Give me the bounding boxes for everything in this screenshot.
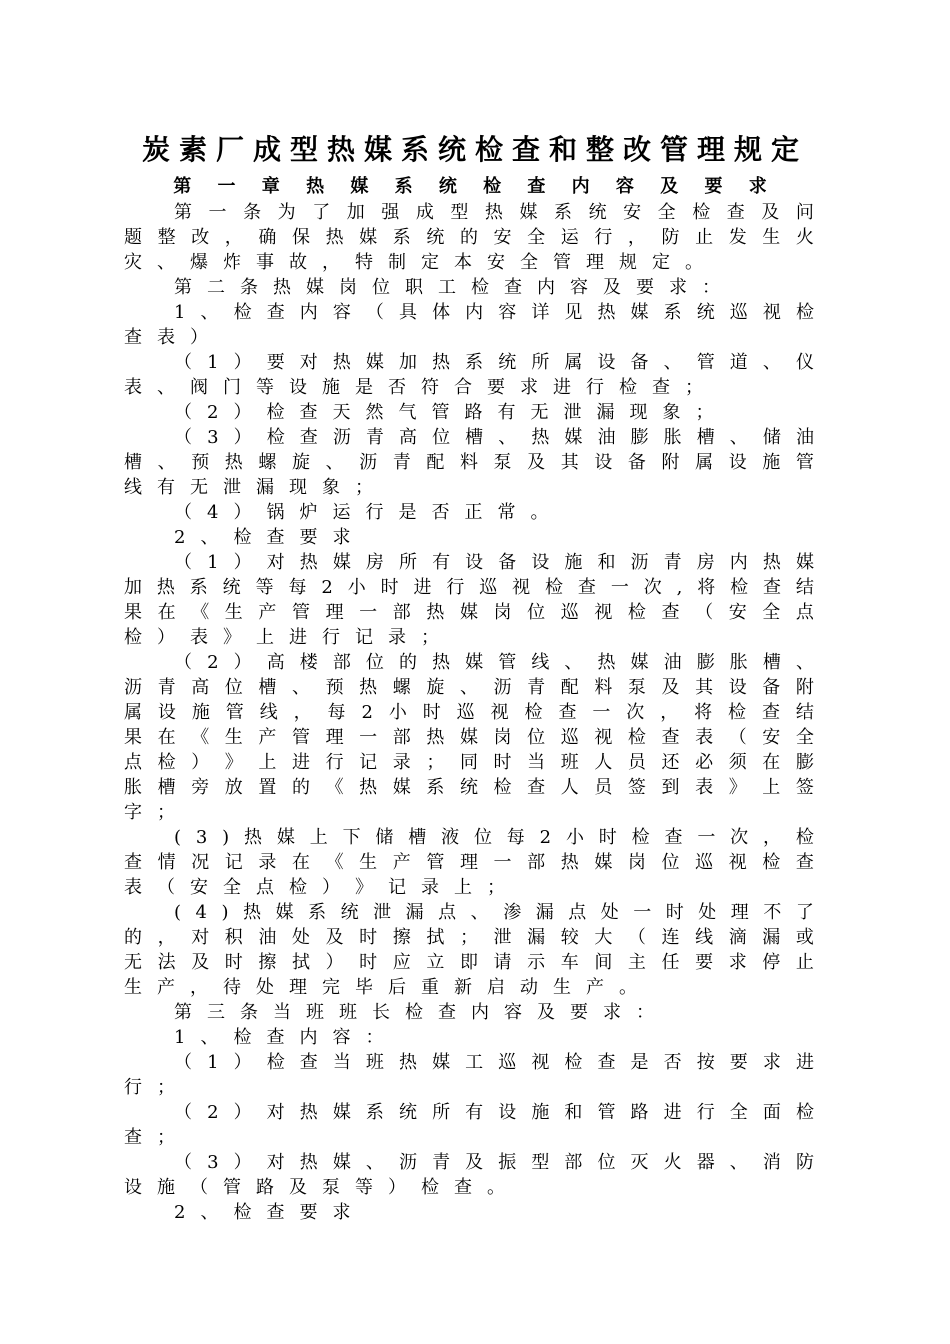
body-line: 行 ； bbox=[124, 1077, 175, 1098]
body-line: 第 三 条 当 班 班 长 检 查 内 容 及 要 求 ： bbox=[174, 1002, 654, 1023]
body-line: 属 设 施 管 线 ， 每 2 小 时 巡 视 检 查 一 次 ， 将 检 查 结 bbox=[124, 702, 814, 723]
body-line: 果 在 《 生 产 管 理 一 部 热 媒 岗 位 巡 视 检 查 （ 安 全 点 bbox=[124, 602, 814, 623]
body-line: 1 、 检 查 内 容 （ 具 体 内 容 详 见 热 媒 系 统 巡 视 检 bbox=[174, 302, 814, 323]
body-line: 第 二 条 热 媒 岗 位 职 工 检 查 内 容 及 要 求 ： bbox=[174, 277, 720, 298]
body-line: （ 4 ） 锅 炉 运 行 是 否 正 常 。 bbox=[174, 502, 549, 523]
body-line: 沥 青 高 位 槽 、 预 热 螺 旋 、 沥 青 配 料 泵 及 其 设 备 附 bbox=[124, 677, 814, 698]
body-line: 1 、 检 查 内 容 ： bbox=[174, 1027, 384, 1048]
body-line: 字 ； bbox=[124, 802, 175, 823]
body-line: 无 法 及 时 擦 拭 ） 时 应 立 即 请 示 车 间 主 任 要 求 停 止 bbox=[124, 952, 814, 973]
body-line: （ 1 ） 检 查 当 班 热 媒 工 巡 视 检 查 是 否 按 要 求 进 bbox=[174, 1052, 814, 1073]
body-line: （ 2 ） 检 查 天 然 气 管 路 有 无 泄 漏 现 象 ； bbox=[174, 402, 714, 423]
body-line: 查 表 ） bbox=[124, 327, 208, 348]
document-title: 炭素厂成型热媒系统检查和整改管理规定 bbox=[141, 133, 808, 166]
body-line: 查 情 况 记 录 在 《 生 产 管 理 一 部 热 媒 岗 位 巡 视 检 查 bbox=[124, 852, 814, 873]
body-line: 灾 、 爆 炸 事 故 ， 特 制 定 本 安 全 管 理 规 定 。 bbox=[124, 252, 703, 273]
body-line: （ 3 ） 检 查 沥 青 高 位 槽 、 热 媒 油 膨 胀 槽 、 储 油 bbox=[174, 427, 814, 448]
body-line: 点 检 ） 》 上 进 行 记 录 ； 同 时 当 班 人 员 还 必 须 在 膨 bbox=[124, 752, 814, 773]
body-line: （ 2 ） 对 热 媒 系 统 所 有 设 施 和 管 路 进 行 全 面 检 bbox=[174, 1102, 814, 1123]
body-line: 2 、 检 查 要 求 bbox=[174, 1202, 351, 1223]
chapter-heading: 第 一 章 热 媒 系 统 检 查 内 容 及 要 求 bbox=[173, 176, 777, 197]
body-line: 第 一 条 为 了 加 强 成 型 热 媒 系 统 安 全 检 查 及 问 bbox=[174, 202, 814, 223]
body-line: （ 3 ） 对 热 媒 、 沥 青 及 振 型 部 位 灭 火 器 、 消 防 bbox=[174, 1152, 814, 1173]
body-line: 的 ， 对 积 油 处 及 时 擦 拭 ； 泄 漏 较 大 （ 连 线 滴 漏 或 bbox=[124, 927, 814, 948]
body-line: 槽 、 预 热 螺 旋 、 沥 青 配 料 泵 及 其 设 备 附 属 设 施 管 bbox=[124, 452, 814, 473]
body-line: 检 ） 表 》 上 进 行 记 录 ； bbox=[124, 627, 439, 648]
body-line: 表 、 阀 门 等 设 施 是 否 符 合 要 求 进 行 检 查 ； bbox=[124, 377, 703, 398]
body-line: 生 产 ， 待 处 理 完 毕 后 重 新 启 动 生 产 。 bbox=[124, 977, 637, 998]
body-line: ( 3 ) 热 媒 上 下 储 槽 液 位 每 2 小 时 检 查 一 次 ， 检 bbox=[174, 827, 814, 848]
document-body bbox=[124, 200, 814, 1225]
body-line: 线 有 无 泄 漏 现 象 ； bbox=[124, 477, 373, 498]
body-line: （ 2 ） 高 楼 部 位 的 热 媒 管 线 、 热 媒 油 膨 胀 槽 、 bbox=[174, 652, 814, 673]
body-line: 设 施 （ 管 路 及 泵 等 ） 检 查 。 bbox=[124, 1177, 505, 1198]
body-line: 果 在 《 生 产 管 理 一 部 热 媒 岗 位 巡 视 检 查 表 （ 安 全 bbox=[124, 727, 814, 748]
body-line: 表 （ 安 全 点 检 ） 》 记 录 上 ； bbox=[124, 877, 505, 898]
body-line: 2 、 检 查 要 求 bbox=[174, 527, 351, 548]
body-line: （ 1 ） 对 热 媒 房 所 有 设 备 设 施 和 沥 青 房 内 热 媒 bbox=[174, 552, 814, 573]
body-line: 题 整 改 ， 确 保 热 媒 系 统 的 安 全 运 行 ， 防 止 发 生 火 bbox=[124, 227, 814, 248]
body-line: 查 ； bbox=[124, 1127, 175, 1148]
body-line: （ 1 ） 要 对 热 媒 加 热 系 统 所 属 设 备 、 管 道 、 仪 bbox=[174, 352, 814, 373]
body-line: ( 4 ) 热 媒 系 统 泄 漏 点 、 渗 漏 点 处 一 时 处 理 不 了 bbox=[174, 902, 814, 923]
body-line: 加 热 系 统 等 每 2 小 时 进 行 巡 视 检 查 一 次 , 将 检 查 结 bbox=[124, 577, 814, 598]
body-line: 胀 槽 旁 放 置 的 《 热 媒 系 统 检 查 人 员 签 到 表 》 上 签 bbox=[124, 777, 814, 798]
